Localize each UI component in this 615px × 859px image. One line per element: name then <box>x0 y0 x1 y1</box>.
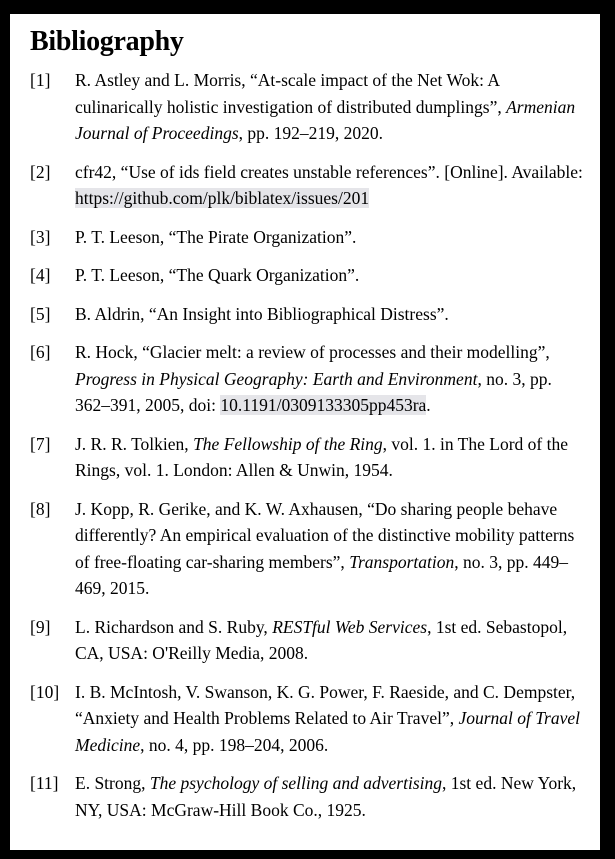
reference-text <box>75 614 585 667</box>
reference-text <box>75 339 585 419</box>
page-content <box>10 14 600 823</box>
reference-text-segment: R. Astley and L. Morris, “At-scale impact of the Net Wok: A culinarically holistic investigation of distributed dumplings”, <box>75 70 507 117</box>
reference-label: [7] <box>30 433 51 454</box>
reference-list <box>30 67 586 823</box>
reference-item <box>30 67 586 147</box>
reference-text-segment: , 1st ed. Sebastopol, CA, USA: O'Reilly Media, 2008. <box>75 616 568 663</box>
reference-text <box>75 262 585 289</box>
reference-text-segment: J. R. R. Tolkien, <box>75 433 194 454</box>
reference-text-segment: I. B. McIntosh, V. Swanson, K. G. Power, F. Raeside, and C. Dempster, “Anxiety and Health Problems Related to Air Travel”, <box>75 681 576 728</box>
reference-label: [2] <box>30 161 51 182</box>
reference-text-segment: L. Richardson and S. Ruby, <box>75 616 273 637</box>
reference-item <box>30 339 586 419</box>
reference-item <box>30 224 586 251</box>
reference-text-segment: R. Hock, “Glacier melt: a review of processes and their modelling”, <box>75 342 550 362</box>
reference-title-italic: Armenian Journal of Proceedings <box>75 96 576 143</box>
reference-link[interactable]: https://github.com/plk/biblatex/issues/201 <box>75 188 370 208</box>
reference-text <box>75 67 585 147</box>
reference-label: [1] <box>30 70 51 90</box>
reference-text-segment: , 1st ed. New York, NY, USA: McGraw-Hill Book Co., 1925. <box>75 773 577 820</box>
reference-label: [8] <box>30 498 51 519</box>
reference-title-italic: Progress in Physical Geography: Earth and Environment <box>75 368 478 389</box>
page-title: Bibliography <box>30 26 184 57</box>
reference-text-segment: , vol. 1. in The Lord of the Rings, vol. 1. London: Allen & Unwin, 1954. <box>75 433 568 480</box>
reference-item <box>30 679 586 759</box>
reference-title-italic: The Fellowship of the Ring <box>193 433 383 454</box>
reference-text-segment: E. Strong, <box>75 773 150 793</box>
reference-text <box>75 301 585 328</box>
reference-title-italic: Journal of Travel Medicine <box>75 708 581 755</box>
reference-item <box>30 770 586 823</box>
reference-text <box>75 159 585 212</box>
reference-text-segment: , no. 3, pp. 362–391, 2005, doi: <box>75 368 552 415</box>
document-page <box>10 14 600 850</box>
reference-title-italic: Transportation <box>349 551 455 572</box>
reference-label: [6] <box>30 342 51 362</box>
reference-title-italic: RESTful Web Services <box>272 616 428 637</box>
reference-text <box>75 431 585 484</box>
reference-text-segment: , no. 3, pp. 449–469, 2015. <box>75 551 568 598</box>
reference-label: [9] <box>30 616 51 637</box>
reference-item <box>30 301 586 328</box>
reference-text-segment: P. T. Leeson, “The Pirate Organization”. <box>75 226 357 247</box>
reference-label: [5] <box>30 303 51 324</box>
reference-text-segment: B. Aldrin, “An Insight into Bibliographical Distress”. <box>75 303 449 324</box>
reference-label: [4] <box>30 265 51 285</box>
reference-text-segment: P. T. Leeson, “The Quark Organization”. <box>75 265 360 285</box>
reference-text <box>75 679 585 759</box>
reference-text <box>75 224 585 251</box>
reference-text-segment: , pp. 192–219, 2020. <box>238 123 384 143</box>
reference-item <box>30 614 586 667</box>
reference-link[interactable]: 10.1191/0309133305pp453ra <box>220 395 427 415</box>
reference-title-italic: The psychology of selling and advertising <box>149 773 442 793</box>
reference-text-segment: cfr42, “Use of ids field creates unstable references”. [Online]. Available: <box>75 161 583 182</box>
reference-text-segment: J. Kopp, R. Gerike, and K. W. Axhausen, “Do sharing people behave differently? An empirical evaluation of the distinctive mobility patterns of free-floating car-sharing members”, <box>75 498 575 572</box>
reference-text <box>75 770 585 823</box>
reference-label: [11] <box>30 773 59 793</box>
reference-text-segment: , no. 4, pp. 198–204, 2006. <box>140 734 329 755</box>
reference-item <box>30 159 586 212</box>
reference-text-segment: . <box>426 395 431 415</box>
reference-label: [3] <box>30 226 51 247</box>
reference-text <box>75 496 585 602</box>
reference-item <box>30 262 586 289</box>
reference-label: [10] <box>30 681 60 702</box>
reference-item <box>30 496 586 602</box>
reference-item <box>30 431 586 484</box>
